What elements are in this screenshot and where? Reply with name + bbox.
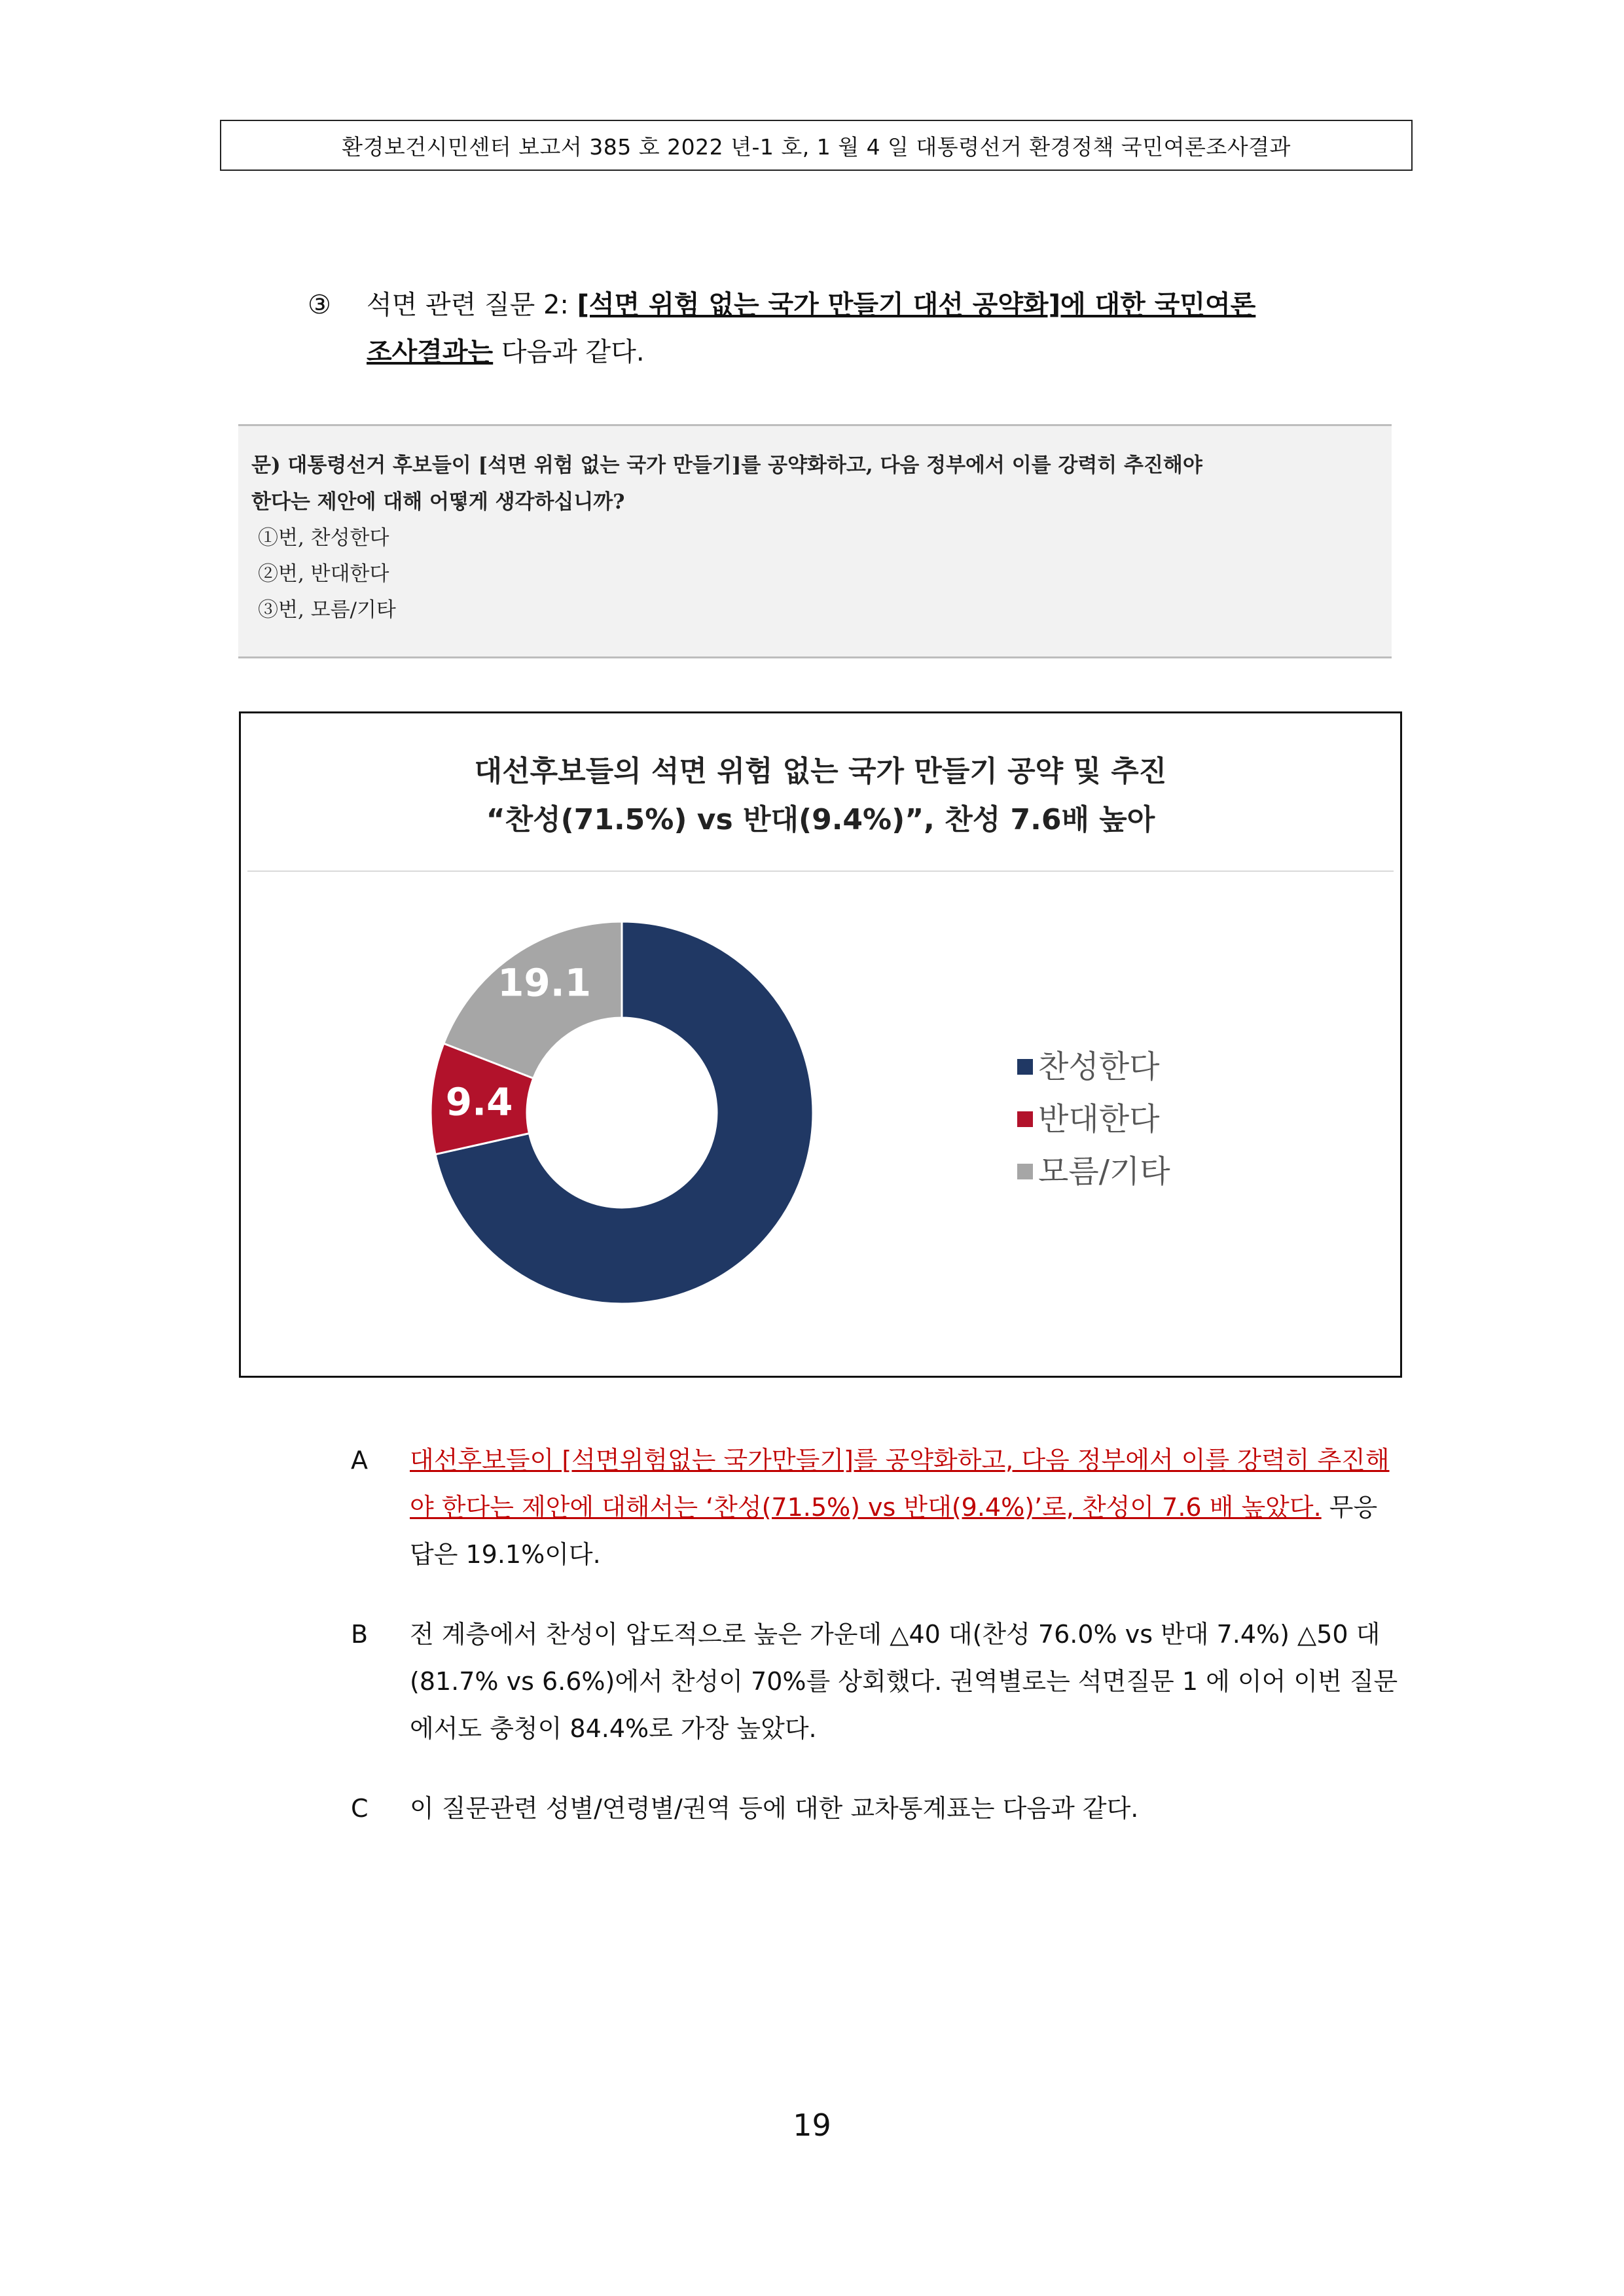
finding-item-a: [351, 1437, 1398, 1578]
section-line1-bold: [석면 위험 없는 국가 만들기 대선 공약화]에 대한 국민여론: [577, 290, 1256, 320]
legend-label: 찬성한다: [1038, 1049, 1160, 1085]
donut-chart: [241, 713, 1400, 1376]
finding-highlight: 대선후보들이 [석면위험없는 국가만들기]를 공약화하고, 다음 정부에서 이를 강력히 추진해야 한다는 제안에 대해서는 ‘찬성(71.5%) vs 반대(9.4%)’로, 찬성이 7.6 배 높았다.: [410, 1446, 1390, 1522]
question-text-line1: 문) 대통령선거 후보들이 [석면 위험 없는 국가 만들기]를 공약화하고, 다음 정부에서 이를 강력히 추진해야: [251, 454, 1202, 477]
legend-label: 반대한다: [1038, 1101, 1160, 1138]
chart-title: 대선후보들의 석면 위험 없는 국가 만들기 공약 및 추진: [474, 755, 1167, 788]
answer-option: ②번, 반대한다: [258, 562, 389, 586]
question-text-line2: 한다는 제안에 대해 어떻게 생각하십니까?: [251, 490, 625, 514]
donut-data-label: 19.1: [497, 960, 592, 1005]
report-header: [220, 120, 1413, 171]
page-number: 19: [793, 2108, 831, 2143]
legend-item: [1017, 1145, 1170, 1198]
chart-subtitle: “찬성(71.5%) vs 반대(9.4%)”, 찬성 7.6배 높아: [486, 803, 1155, 836]
report-header-text: 환경보건시민센터 보고서 385 호 2022 년-1 호, 1 월 4 일 대통령선거 환경정책 국민여론조사결과: [342, 134, 1291, 160]
findings-list: [351, 1437, 1398, 1832]
legend-swatch: [1017, 1164, 1033, 1179]
finding-text: 무응답은 19.1%이다.: [410, 1493, 1378, 1569]
finding-text: 이 질문관련 성별/연령별/권역 등에 대한 교차통계표는 다음과 같다.: [410, 1794, 1139, 1823]
answer-option: ①번, 찬성한다: [258, 526, 389, 550]
finding-mark: A: [351, 1446, 368, 1475]
finding-mark: C: [351, 1794, 369, 1823]
section-line1-plain: 석면 관련 질문 2:: [367, 290, 577, 320]
answer-option: ③번, 모름/기타: [258, 598, 396, 622]
donut-data-label: 71.5: [748, 1251, 843, 1297]
finding-mark: B: [351, 1620, 369, 1649]
survey-question-box: [238, 424, 1392, 658]
section-line2-plain: 다음과 같다.: [493, 337, 645, 367]
chart-legend: [1017, 1041, 1170, 1198]
finding-text: 전 계층에서 찬성이 압도적으로 높은 가운데 △40 대(찬성 76.0% vs 반대 7.4%) △50 대(81.7% vs 6.6%)에서 찬성이 70%를 상회했다. 권역별로는 석면질문 1 에 이어 이번 질문에서도 충청이 84.4%로 가장 높았다.: [410, 1620, 1398, 1743]
finding-item-b: [351, 1611, 1398, 1752]
section-line2-bold: 조사결과는: [367, 337, 494, 367]
donut-chart-panel: [239, 711, 1402, 1378]
section-number: ③: [308, 290, 331, 320]
donut-data-label: 9.4: [445, 1079, 513, 1124]
legend-item: [1017, 1041, 1170, 1093]
legend-swatch: [1017, 1059, 1033, 1075]
section-intro: [308, 281, 1414, 376]
legend-swatch: [1017, 1111, 1033, 1127]
legend-item: [1017, 1093, 1170, 1145]
finding-item-c: [351, 1785, 1398, 1832]
legend-label: 모름/기타: [1038, 1153, 1170, 1190]
